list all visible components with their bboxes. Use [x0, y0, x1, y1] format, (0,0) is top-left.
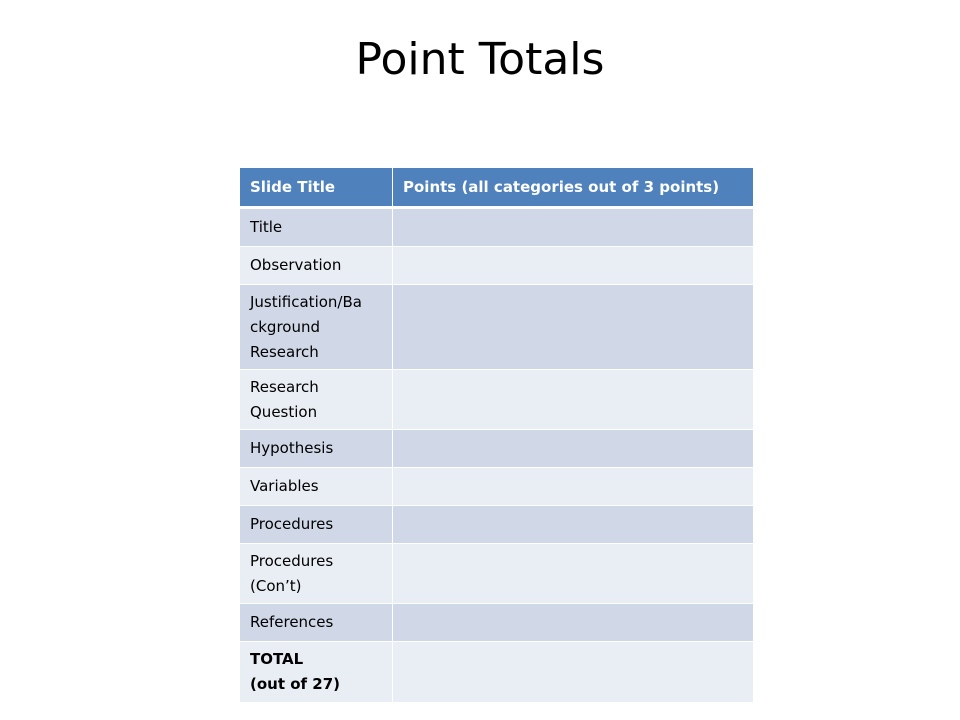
row-label: Variables [240, 468, 393, 506]
table-row [240, 247, 754, 285]
row-points-cell[interactable] [393, 370, 754, 430]
table-row [240, 430, 754, 468]
row-label: Title [240, 208, 393, 247]
total-label: TOTAL (out of 27) [240, 642, 393, 703]
row-points-cell[interactable] [393, 468, 754, 506]
row-points-cell[interactable] [393, 208, 754, 247]
row-label: Justification/Ba ckground Research [240, 285, 393, 370]
header-points: Points (all categories out of 3 points) [393, 168, 754, 208]
table-row [240, 604, 754, 642]
table-row [240, 468, 754, 506]
table-row [240, 370, 754, 430]
table-row [240, 285, 754, 370]
row-points-cell[interactable] [393, 544, 754, 604]
row-label: Procedures (Con’t) [240, 544, 393, 604]
table-row [240, 506, 754, 544]
row-points-cell[interactable] [393, 285, 754, 370]
row-label: Procedures [240, 506, 393, 544]
header-slide-title: Slide Title [240, 168, 393, 208]
row-points-cell[interactable] [393, 430, 754, 468]
row-label: Observation [240, 247, 393, 285]
total-points-cell[interactable] [393, 642, 754, 703]
row-label: References [240, 604, 393, 642]
slide-title: Point Totals [355, 34, 605, 85]
point-totals-table [239, 167, 754, 703]
row-points-cell[interactable] [393, 604, 754, 642]
row-label: Hypothesis [240, 430, 393, 468]
row-points-cell[interactable] [393, 506, 754, 544]
table-row [240, 544, 754, 604]
table-header-row [240, 168, 754, 208]
table-row-total [240, 642, 754, 703]
table-row [240, 208, 754, 247]
row-points-cell[interactable] [393, 247, 754, 285]
row-label: Research Question [240, 370, 393, 430]
